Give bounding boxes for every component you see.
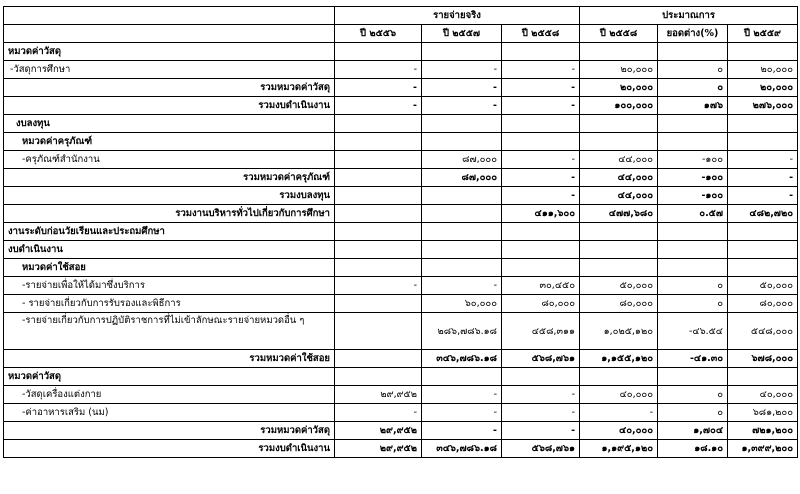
- row-label: งบดำเนินงาน: [4, 241, 335, 259]
- value-cell: ๒๐,๐๐๐: [728, 79, 798, 97]
- value-cell: [335, 43, 422, 61]
- header-columns-row: [4, 25, 798, 43]
- value-cell: ๑,๑๕๕,๑๒๐: [580, 350, 658, 368]
- value-cell: [335, 295, 422, 313]
- value-cell: ๘๐,๐๐๐: [502, 295, 580, 313]
- value-cell: [580, 43, 658, 61]
- value-cell: -: [335, 97, 422, 115]
- table-row: [4, 151, 798, 169]
- value-cell: -: [502, 386, 580, 404]
- value-cell: [728, 259, 798, 277]
- value-cell: ๕๐,๐๐๐: [728, 277, 798, 295]
- value-cell: -๑๐๐: [658, 169, 728, 187]
- value-cell: -๑๐๐: [658, 151, 728, 169]
- value-cell: ๓๔๖,๗๘๖.๑๘: [422, 350, 502, 368]
- value-cell: ๓๔๖,๗๘๖.๑๘: [422, 440, 502, 458]
- value-cell: [335, 259, 422, 277]
- value-cell: ๔๔,๐๐๐: [580, 151, 658, 169]
- value-cell: -: [728, 169, 798, 187]
- col-header-2557: ปี ๒๕๕๗: [422, 25, 502, 43]
- value-cell: ๐.๕๗: [658, 205, 728, 223]
- value-cell: -: [422, 422, 502, 440]
- value-cell: [580, 115, 658, 133]
- col-header-diff-percent: ยอดต่าง(%): [658, 25, 728, 43]
- value-cell: [580, 368, 658, 386]
- row-label: รวมหมวดค่าวัสดุ: [4, 422, 335, 440]
- row-label: รวมหมวดค่าวัสดุ: [4, 79, 335, 97]
- value-cell: [422, 115, 502, 133]
- row-label: หมวดค่าวัสดุ: [4, 368, 335, 386]
- value-cell: ๕๐,๐๐๐: [580, 277, 658, 295]
- row-label: หมวดค่าครุภัณฑ์: [4, 133, 335, 151]
- value-cell: ๑๗๖: [658, 97, 728, 115]
- value-cell: ๖๘๑,๒๐๐: [728, 404, 798, 422]
- value-cell: ๔๐,๐๐๐: [580, 422, 658, 440]
- value-cell: -: [335, 79, 422, 97]
- row-label: -วัสดุเครื่องแต่งกาย: [4, 386, 335, 404]
- value-cell: [422, 223, 502, 241]
- table-row: [4, 79, 798, 97]
- value-cell: ๒๘๖,๗๘๖.๑๘: [422, 313, 502, 350]
- row-label: รวมหมวดค่าใช้สอย: [4, 350, 335, 368]
- value-cell: [422, 133, 502, 151]
- value-cell: -: [422, 97, 502, 115]
- value-cell: ๔๕๘,๓๑๑: [502, 313, 580, 350]
- row-label: รวมงานบริหารทั่วไปเกี่ยวกับการศึกษา: [4, 205, 335, 223]
- value-cell: ๑๘.๑๐: [658, 440, 728, 458]
- value-cell: ๗๒๑,๒๐๐: [728, 422, 798, 440]
- row-label: หมวดค่าวัสดุ: [4, 43, 335, 61]
- row-label: -วัสดุการศึกษา: [4, 61, 335, 79]
- value-cell: -: [422, 277, 502, 295]
- value-cell: -๔๖.๕๔: [658, 313, 728, 350]
- value-cell: -: [422, 61, 502, 79]
- table-row: [4, 241, 798, 259]
- row-label: -รายจ่ายเกี่ยวกับการปฏิบัติราชการที่ไม่เข้าลักษณะรายจ่ายหมวดอื่น ๆ: [4, 313, 335, 350]
- value-cell: [658, 43, 728, 61]
- value-cell: [580, 223, 658, 241]
- table-row: [4, 350, 798, 368]
- table-row: [4, 259, 798, 277]
- table-row: [4, 404, 798, 422]
- table-row: [4, 277, 798, 295]
- value-cell: ๘๐,๐๐๐: [728, 295, 798, 313]
- value-cell: [728, 368, 798, 386]
- table-row: [4, 422, 798, 440]
- value-cell: ๖๗๘,๐๐๐: [728, 350, 798, 368]
- value-cell: [502, 133, 580, 151]
- table-row: [4, 97, 798, 115]
- value-cell: ๐: [658, 386, 728, 404]
- value-cell: [335, 169, 422, 187]
- value-cell: ๕๖๘,๗๖๑: [502, 440, 580, 458]
- value-cell: [502, 115, 580, 133]
- value-cell: [335, 223, 422, 241]
- value-cell: [335, 350, 422, 368]
- value-cell: [658, 241, 728, 259]
- value-cell: ๖๐,๐๐๐: [422, 295, 502, 313]
- value-cell: [658, 259, 728, 277]
- value-cell: ๘๗,๐๐๐: [422, 151, 502, 169]
- value-cell: -: [502, 169, 580, 187]
- row-label: -ค่าอาหารเสริม (นม): [4, 404, 335, 422]
- value-cell: -: [335, 404, 422, 422]
- value-cell: [728, 133, 798, 151]
- value-cell: ๔๘๒,๗๒๐: [728, 205, 798, 223]
- value-cell: [502, 259, 580, 277]
- header-budget-group: ประมาณการ: [580, 7, 798, 25]
- row-label: งบลงทุน: [4, 115, 335, 133]
- row-label: รวมหมวดค่าครุภัณฑ์: [4, 169, 335, 187]
- value-cell: [335, 133, 422, 151]
- value-cell: -: [580, 404, 658, 422]
- value-cell: ๔๑๑,๖๐๐: [502, 205, 580, 223]
- value-cell: ๘๗,๐๐๐: [422, 169, 502, 187]
- value-cell: ๑,๐๒๕,๑๒๐: [580, 313, 658, 350]
- value-cell: -: [502, 187, 580, 205]
- col-header-2558-budget: ปี ๒๕๕๘: [580, 25, 658, 43]
- table-row: [4, 61, 798, 79]
- value-cell: -: [335, 61, 422, 79]
- value-cell: [502, 241, 580, 259]
- table-row: [4, 169, 798, 187]
- value-cell: [335, 187, 422, 205]
- col-header-2558-actual: ปี ๒๕๕๘: [502, 25, 580, 43]
- budget-table: [3, 6, 798, 458]
- row-label: -รายจ่ายเพื่อให้ได้มาซึ่งบริการ: [4, 277, 335, 295]
- value-cell: ๒๙,๙๕๒: [335, 386, 422, 404]
- value-cell: [422, 368, 502, 386]
- value-cell: [502, 368, 580, 386]
- value-cell: ๒๐,๐๐๐: [580, 79, 658, 97]
- table-row: [4, 187, 798, 205]
- value-cell: -: [502, 97, 580, 115]
- value-cell: [728, 115, 798, 133]
- row-label: รวมงบดำเนินงาน: [4, 97, 335, 115]
- value-cell: ๑,๓๙๙,๒๐๐: [728, 440, 798, 458]
- value-cell: [658, 115, 728, 133]
- value-cell: ๒๐,๐๐๐: [728, 61, 798, 79]
- value-cell: ๔๐,๐๐๐: [728, 386, 798, 404]
- value-cell: ๐: [658, 277, 728, 295]
- value-cell: [728, 43, 798, 61]
- header-blank-cell: [4, 7, 335, 25]
- value-cell: [335, 313, 422, 350]
- col-header-2556: ปี ๒๕๕๖: [335, 25, 422, 43]
- value-cell: -: [422, 386, 502, 404]
- value-cell: ๑๐๐,๐๐๐: [580, 97, 658, 115]
- value-cell: [422, 205, 502, 223]
- value-cell: [728, 241, 798, 259]
- table-row: [4, 133, 798, 151]
- table-row: [4, 223, 798, 241]
- value-cell: [580, 241, 658, 259]
- row-label: รวมงบลงทุน: [4, 187, 335, 205]
- table-row: [4, 440, 798, 458]
- value-cell: ๔๔,๐๐๐: [580, 187, 658, 205]
- value-cell: ๒๗๖,๐๐๐: [728, 97, 798, 115]
- value-cell: ๓๐,๔๕๐: [502, 277, 580, 295]
- value-cell: [502, 43, 580, 61]
- value-cell: [580, 133, 658, 151]
- value-cell: ๔๔,๐๐๐: [580, 169, 658, 187]
- value-cell: -: [422, 404, 502, 422]
- value-cell: ๐: [658, 79, 728, 97]
- value-cell: -: [502, 151, 580, 169]
- table-row: [4, 43, 798, 61]
- table-row: [4, 368, 798, 386]
- header-blank-cell: [4, 25, 335, 43]
- value-cell: [335, 115, 422, 133]
- value-cell: ๒๙,๙๕๒: [335, 440, 422, 458]
- value-cell: -๔๑.๓๐: [658, 350, 728, 368]
- value-cell: [422, 241, 502, 259]
- header-group-row: [4, 7, 798, 25]
- value-cell: ๒๐,๐๐๐: [580, 61, 658, 79]
- value-cell: -: [422, 79, 502, 97]
- value-cell: ๐: [658, 295, 728, 313]
- value-cell: [422, 187, 502, 205]
- value-cell: ๔๐,๐๐๐: [580, 386, 658, 404]
- row-label: รวมงบดำเนินงาน: [4, 440, 335, 458]
- value-cell: [335, 151, 422, 169]
- value-cell: [422, 259, 502, 277]
- value-cell: -: [502, 404, 580, 422]
- value-cell: [335, 368, 422, 386]
- value-cell: -: [502, 422, 580, 440]
- table-row: [4, 295, 798, 313]
- value-cell: [335, 241, 422, 259]
- value-cell: [502, 223, 580, 241]
- table-row: [4, 386, 798, 404]
- value-cell: -: [502, 61, 580, 79]
- value-cell: ๑,๑๙๕,๑๒๐: [580, 440, 658, 458]
- value-cell: [580, 259, 658, 277]
- value-cell: [658, 133, 728, 151]
- value-cell: -: [335, 277, 422, 295]
- table-row: [4, 313, 798, 350]
- row-label: หมวดค่าใช้สอย: [4, 259, 335, 277]
- value-cell: ๕๖๘,๗๖๑: [502, 350, 580, 368]
- value-cell: ๔๗๗,๖๘๐: [580, 205, 658, 223]
- col-header-2559: ปี ๒๕๕๙: [728, 25, 798, 43]
- value-cell: [658, 223, 728, 241]
- value-cell: [728, 223, 798, 241]
- value-cell: ๒๙,๙๕๒: [335, 422, 422, 440]
- value-cell: ๕๔๘,๐๐๐: [728, 313, 798, 350]
- value-cell: ๐: [658, 404, 728, 422]
- value-cell: [335, 205, 422, 223]
- table-row: [4, 115, 798, 133]
- row-label: -ครุภัณฑ์สำนักงาน: [4, 151, 335, 169]
- value-cell: ๑,๗๐๔: [658, 422, 728, 440]
- value-cell: ๐: [658, 61, 728, 79]
- value-cell: [422, 43, 502, 61]
- value-cell: -: [728, 187, 798, 205]
- value-cell: -๑๐๐: [658, 187, 728, 205]
- value-cell: [658, 368, 728, 386]
- value-cell: ๘๐,๐๐๐: [580, 295, 658, 313]
- row-label: งานระดับก่อนวัยเรียนและประถมศึกษา: [4, 223, 335, 241]
- row-label: - รายจ่ายเกี่ยวกับการรับรองและพิธีการ: [4, 295, 335, 313]
- value-cell: -: [728, 151, 798, 169]
- table-row: [4, 205, 798, 223]
- value-cell: -: [502, 79, 580, 97]
- header-actual-group: รายจ่ายจริง: [335, 7, 580, 25]
